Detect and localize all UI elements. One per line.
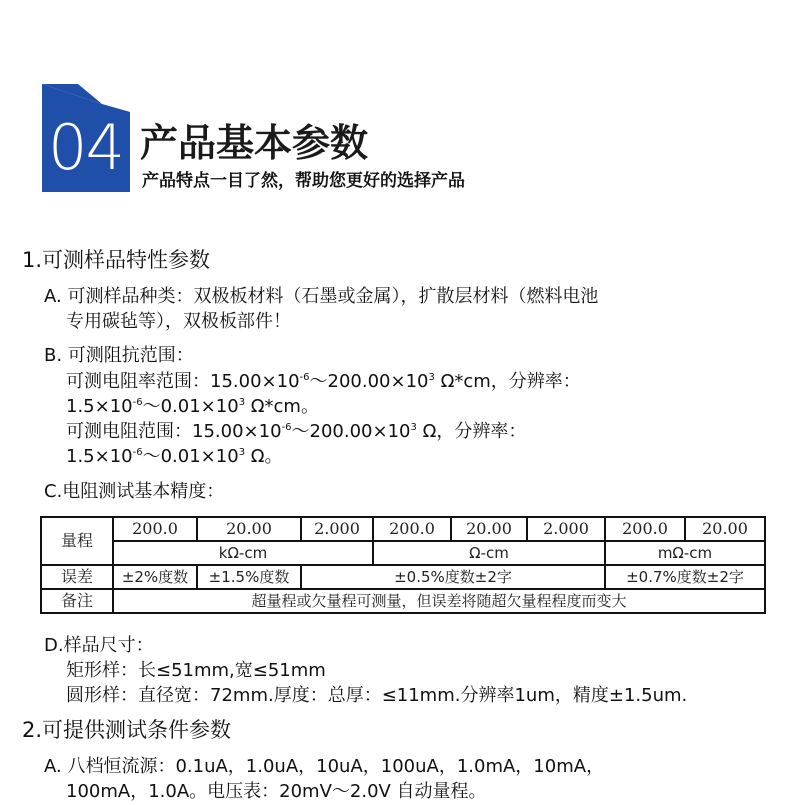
- range-cell: 2.000: [527, 517, 605, 541]
- section2-heading: 2.可提供测试条件参数: [22, 718, 232, 742]
- error-cell: ±0.5%度数±2字: [301, 565, 605, 589]
- sample-types-line1: A. 可测样品种类：双极板材料（石墨或金属），扩散层材料（燃料电池: [44, 286, 599, 307]
- error-cell: ±2%度数: [113, 565, 197, 589]
- range-cell: 20.00: [197, 517, 301, 541]
- sample-size-heading: D.样品尺寸：: [44, 635, 154, 656]
- round-sample-size: 圆形样：直径宽：72mm.厚度：总厚：≤11mm.分辨率1um，精度±1.5um.: [66, 685, 688, 706]
- range-cell: 200.0: [113, 517, 197, 541]
- note-cell: 超量程或欠量程可测量，但误差将随超欠量程程度而变大: [113, 589, 765, 613]
- range-cell: 20.00: [685, 517, 765, 541]
- accuracy-heading: C.电阻测试基本精度：: [44, 481, 225, 502]
- unit-cell: kΩ-cm: [113, 541, 373, 565]
- impedance-heading: B. 可测阻抗范围：: [44, 345, 194, 366]
- resistivity-resolution: $1.5\times 10^{-6}\sim 0.01\times 10^3$ Ω*cm。: [66, 396, 319, 417]
- sample-types-line2: 专用碳毡等），双极板部件！: [66, 311, 291, 332]
- resistance-range: 可测电阻范围：$15.00\times 10^{-6}\sim 200.00\times 10^3$ Ω，分辨率：: [66, 421, 527, 442]
- table-row: [41, 565, 765, 589]
- resistance-resolution: $1.5\times 10^{-6}\sim 0.01\times 10^3$ Ω。: [66, 446, 283, 467]
- current-source-line1: A. 八档恒流源：0.1uA，1.0uA，10uA，100uA，1.0mA，10mA，: [44, 756, 605, 777]
- error-label: 误差: [41, 565, 113, 589]
- note-label: 备注: [41, 589, 113, 613]
- range-cell: 200.0: [605, 517, 685, 541]
- range-cell: 20.00: [451, 517, 527, 541]
- range-cell: 2.000: [301, 517, 373, 541]
- page-title: 产品基本参数: [140, 121, 369, 165]
- error-cell: ±0.7%度数±2字: [605, 565, 765, 589]
- accuracy-table: [40, 516, 766, 614]
- section-number: 04: [48, 111, 123, 184]
- error-cell: ±1.5%度数: [197, 565, 301, 589]
- range-cell: 200.0: [373, 517, 451, 541]
- page-subtitle: 产品特点一目了然，帮助您更好的选择产品: [142, 171, 465, 191]
- table-row: [41, 589, 765, 613]
- unit-cell: mΩ-cm: [605, 541, 765, 565]
- current-source-line2: 100mA，1.0A。电压表：20mV～2.0V 自动量程。: [66, 781, 487, 802]
- resistivity-range: 可测电阻率范围：$15.00\times 10^{-6}\sim 200.00\times 10^3$ Ω*cm，分辨率：: [66, 371, 581, 392]
- rect-sample-size: 矩形样：长≤51mm,宽≤51mm: [66, 660, 326, 681]
- table-row: [41, 541, 765, 565]
- range-label: 量程: [41, 517, 113, 565]
- unit-cell: Ω-cm: [373, 541, 605, 565]
- table-row: [41, 517, 765, 541]
- section1-heading: 1.可测样品特性参数: [22, 248, 211, 272]
